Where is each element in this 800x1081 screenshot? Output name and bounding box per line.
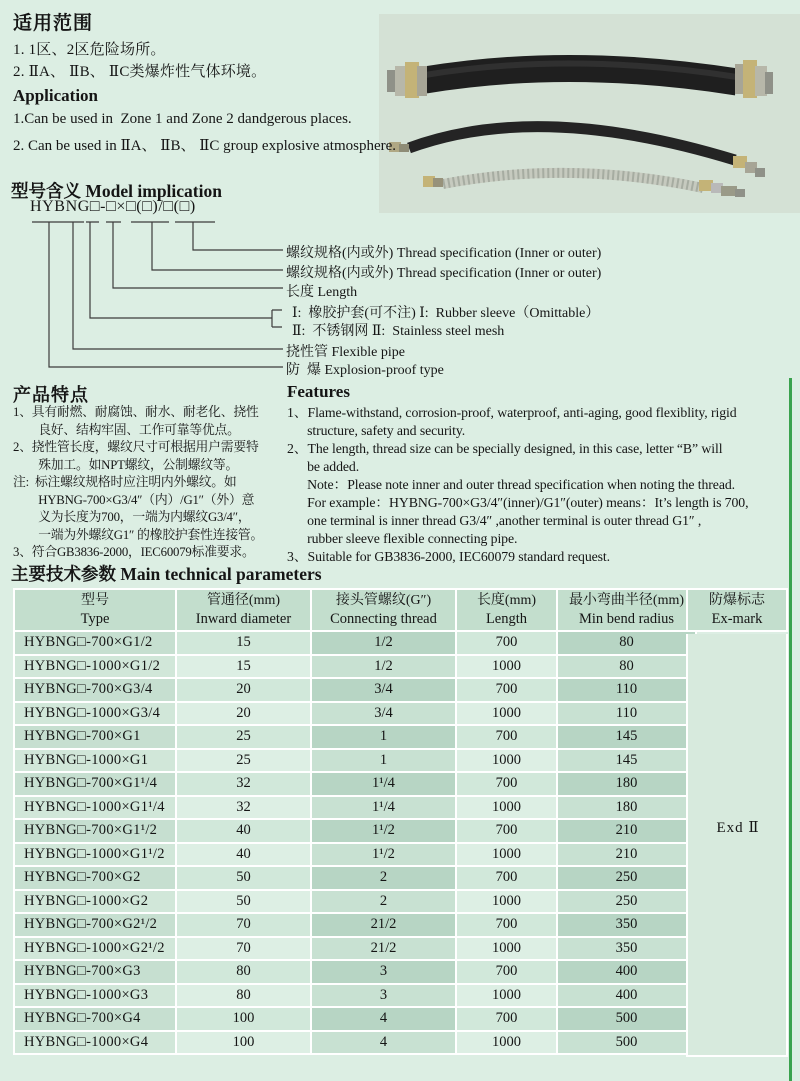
hose-fitting [433, 178, 443, 187]
cell-thread: 4 [312, 1032, 455, 1054]
cell-length: 700 [457, 632, 556, 654]
column-header [558, 590, 695, 630]
column-header-en: Connecting thread [330, 611, 437, 627]
cell-bend-radius: 80 [558, 656, 695, 678]
cell-model: HYBNG□-1000×G1/2 [15, 656, 175, 678]
model-label-thread-spec-1: 螺纹规格(内或外) Thread specification (Inner or outer) [286, 246, 602, 261]
table-row [15, 773, 695, 795]
feature-line-en: one terminal is inner thread G3/4″ ,another terminal is outer thread G1″ , [287, 513, 702, 528]
cell-length: 700 [457, 726, 556, 748]
cell-length: 1000 [457, 844, 556, 866]
cell-bend-radius: 145 [558, 750, 695, 772]
exmark-value: Exd Ⅱ [716, 820, 760, 836]
cell-bend-radius: 110 [558, 679, 695, 701]
cell-length: 700 [457, 961, 556, 983]
features-heading-en: Features [287, 382, 350, 401]
hose-fitting [755, 168, 765, 177]
cell-model: HYBNG□-700×G3 [15, 961, 175, 983]
table-row [15, 891, 695, 913]
table-row [15, 938, 695, 960]
model-label-steel-mesh: Ⅱ: 不锈钢网 Ⅱ: Stainless steel mesh [292, 324, 505, 339]
cell-model: HYBNG□-1000×G1¹/2 [15, 844, 175, 866]
cell-thread: 4 [312, 1008, 455, 1030]
cell-bend-radius: 400 [558, 961, 695, 983]
table-row [15, 1032, 695, 1054]
feature-line-zh: 良好、结构牢固、工作可靠等优点。 [13, 422, 240, 437]
cell-model: HYBNG□-1000×G2 [15, 891, 175, 913]
cell-diameter: 70 [177, 914, 310, 936]
cell-bend-radius: 250 [558, 867, 695, 889]
cell-diameter: 15 [177, 632, 310, 654]
cell-thread: 21/2 [312, 914, 455, 936]
feature-line-zh: 义为长度为700，一端为内螺纹G3/4″， [13, 510, 251, 524]
cell-diameter: 40 [177, 844, 310, 866]
exmark-column-body [686, 634, 788, 1057]
feature-line-en: Note：Please note inner and outer thread specification when noting the thread. [287, 477, 736, 492]
model-label-rubber-sleeve: Ⅰ: 橡胶护套(可不注) Ⅰ: Rubber sleeve（Omittable） [292, 306, 600, 321]
scope-item-zh: 1. 1区、2区危险场所。 [13, 42, 166, 58]
scope-item-en: 1.Can be used in Zone 1 and Zone 2 dandgerous places. [13, 111, 352, 127]
cell-model: HYBNG□-700×G1 [15, 726, 175, 748]
cell-thread: 1¹/2 [312, 844, 455, 866]
column-header-zh: 长度(mm) [476, 593, 537, 608]
table-row [15, 703, 695, 725]
cell-diameter: 80 [177, 961, 310, 983]
column-header-zh: 型号 [81, 593, 109, 608]
column-header [312, 590, 455, 630]
feature-line-zh: 注: 标注螺纹规格时应注明内外螺纹。如 [13, 475, 237, 489]
cell-thread: 1/2 [312, 656, 455, 678]
cell-diameter: 25 [177, 750, 310, 772]
hose-fitting [417, 66, 427, 96]
cell-bend-radius: 210 [558, 844, 695, 866]
feature-line-zh: 3、符合GB3836-2000，IEC60079标准要求。 [13, 545, 255, 559]
cell-bend-radius: 350 [558, 914, 695, 936]
model-label-flexible-pipe: 挠性管 Flexible pipe [286, 345, 405, 360]
cell-model: HYBNG□-1000×G4 [15, 1032, 175, 1054]
cell-model: HYBNG□-700×G1/2 [15, 632, 175, 654]
cell-thread: 1¹/2 [312, 820, 455, 842]
cell-thread: 21/2 [312, 938, 455, 960]
scope-heading-zh: 适用范围 [13, 13, 94, 34]
braided-steel-hose-image [423, 173, 745, 197]
cell-diameter: 32 [177, 797, 310, 819]
scope-item-en: 2. Can be used in ⅡA、 ⅡB、 ⅡC group explosive atmosphere. [13, 138, 397, 154]
cell-length: 1000 [457, 750, 556, 772]
cell-diameter: 70 [177, 938, 310, 960]
table-row [15, 1008, 695, 1030]
model-formula: HYBNG□-□×□(□)/□(□) [30, 198, 196, 215]
column-header [177, 590, 310, 630]
cell-thread: 3/4 [312, 679, 455, 701]
exmark-header-en: Ex-mark [711, 611, 763, 627]
hose-fitting [743, 60, 757, 98]
cell-bend-radius: 250 [558, 891, 695, 913]
column-header-en: Min bend radius [578, 611, 675, 627]
hose-photo-illustration [379, 14, 800, 213]
cell-length: 700 [457, 679, 556, 701]
feature-line-en: 3、Suitable for GB3836-2000, IEC60079 standard request. [287, 549, 610, 564]
cell-model: HYBNG□-1000×G3/4 [15, 703, 175, 725]
column-header-zh: 管通径(mm) [206, 593, 281, 608]
cell-model: HYBNG□-1000×G1 [15, 750, 175, 772]
cell-length: 700 [457, 914, 556, 936]
cell-length: 700 [457, 820, 556, 842]
cell-length: 700 [457, 1008, 556, 1030]
cell-bend-radius: 145 [558, 726, 695, 748]
cell-model: HYBNG□-700×G1¹/4 [15, 773, 175, 795]
table-row [15, 914, 695, 936]
feature-line-zh: 一端为外螺纹G1″ 的橡胶护套性连接管。 [13, 527, 264, 542]
model-label-length: 长度 Length [286, 285, 358, 300]
cell-model: HYBNG□-700×G2 [15, 867, 175, 889]
column-header-en: Length [485, 611, 528, 627]
cell-bend-radius: 110 [558, 703, 695, 725]
cell-length: 1000 [457, 656, 556, 678]
column-header-zh: 最小弯曲半径(mm) [568, 593, 685, 608]
cell-model: HYBNG□-1000×G1¹/4 [15, 797, 175, 819]
table-row [15, 820, 695, 842]
cell-bend-radius: 180 [558, 797, 695, 819]
cell-length: 1000 [457, 797, 556, 819]
features-en-text [287, 404, 797, 566]
cell-length: 1000 [457, 1032, 556, 1054]
feature-line-zh: 殊加工。如NPT螺纹，公制螺纹等。 [13, 457, 239, 472]
model-label-explosion-proof: 防 爆 Explosion-proof type [286, 363, 444, 378]
parameters-table [13, 588, 697, 1055]
features-heading-zh: 产品特点 [13, 385, 89, 405]
table-row [15, 679, 695, 701]
cell-diameter: 100 [177, 1008, 310, 1030]
hose-fitting [699, 180, 713, 191]
column-header [15, 590, 175, 630]
cell-length: 700 [457, 867, 556, 889]
cell-bend-radius: 350 [558, 938, 695, 960]
column-header [457, 590, 556, 630]
cell-bend-radius: 400 [558, 985, 695, 1007]
cell-length: 1000 [457, 985, 556, 1007]
cell-bend-radius: 500 [558, 1008, 695, 1030]
cell-diameter: 20 [177, 703, 310, 725]
table-row [15, 961, 695, 983]
cell-bend-radius: 210 [558, 820, 695, 842]
cell-model: HYBNG□-700×G1¹/2 [15, 820, 175, 842]
cell-thread: 1¹/4 [312, 797, 455, 819]
hose-fitting [733, 156, 747, 168]
table-row [15, 750, 695, 772]
model-label-thread-spec-2: 螺纹规格(内或外) Thread specification (Inner or outer) [286, 266, 602, 281]
feature-line-en: 1、Flame-withstand, corrosion-proof, waterproof, anti-aging, good flexiblity, rigid [287, 405, 737, 420]
cell-diameter: 32 [177, 773, 310, 795]
exmark-header-zh: 防爆标志 [709, 593, 765, 608]
cell-diameter: 40 [177, 820, 310, 842]
cell-length: 1000 [457, 703, 556, 725]
cell-length: 1000 [457, 891, 556, 913]
model-heading: 型号含义 Model implication [11, 181, 222, 201]
cell-length: 1000 [457, 938, 556, 960]
cell-bend-radius: 500 [558, 1032, 695, 1054]
page-edge-line [789, 378, 792, 1081]
table-row [15, 844, 695, 866]
cell-thread: 1 [312, 750, 455, 772]
table-row [15, 985, 695, 1007]
cell-diameter: 80 [177, 985, 310, 1007]
cell-length: 700 [457, 773, 556, 795]
features-zh-text [13, 404, 285, 562]
cell-diameter: 20 [177, 679, 310, 701]
cell-model: HYBNG□-1000×G3 [15, 985, 175, 1007]
hose-fitting [405, 62, 419, 98]
hose-fitting [399, 144, 409, 152]
column-header-en: Inward diameter [195, 611, 292, 627]
cell-thread: 3 [312, 961, 455, 983]
hose-fitting [765, 72, 773, 94]
cell-diameter: 50 [177, 891, 310, 913]
table-header-row [15, 590, 695, 630]
table-row [15, 656, 695, 678]
cell-thread: 2 [312, 891, 455, 913]
feature-line-en: For example：HYBNG-700×G3/4″(inner)/G1″(outer) means：It’s length is 700, [287, 495, 749, 510]
cell-thread: 3/4 [312, 703, 455, 725]
feature-line-zh: 2、挠性管长度，螺纹尺寸可根据用户需要特 [13, 440, 259, 454]
feature-line-en: structure, safety and security. [287, 423, 466, 438]
product-photo [379, 14, 800, 213]
cell-model: HYBNG□-700×G4 [15, 1008, 175, 1030]
scope-heading-en: Application [13, 86, 99, 105]
feature-line-en: 2、The length, thread size can be specially designed, in this case, letter “B” will [287, 441, 723, 456]
cell-thread: 1¹/4 [312, 773, 455, 795]
cell-thread: 1/2 [312, 632, 455, 654]
feature-line-zh: 1、具有耐燃、耐腐蚀、耐水、耐老化、挠性 [13, 405, 259, 419]
cell-model: HYBNG□-700×G2¹/2 [15, 914, 175, 936]
parameters-heading: 主要技术参数 Main technical parameters [11, 564, 322, 584]
cell-diameter: 15 [177, 656, 310, 678]
column-header-en: Type [80, 611, 110, 627]
column-header-zh: 接头管螺纹(G″) [335, 593, 432, 608]
feature-line-en: be added. [287, 459, 360, 474]
cell-diameter: 100 [177, 1032, 310, 1054]
cell-bend-radius: 180 [558, 773, 695, 795]
feature-line-en: rubber sleeve flexible connecting pipe. [287, 531, 518, 546]
table-row [15, 726, 695, 748]
cell-diameter: 50 [177, 867, 310, 889]
exmark-column-header [686, 588, 788, 632]
cell-bend-radius: 80 [558, 632, 695, 654]
cell-thread: 2 [312, 867, 455, 889]
table-row [15, 797, 695, 819]
scope-item-zh: 2. ⅡA、 ⅡB、 ⅡC类爆炸性气体环境。 [13, 64, 267, 80]
cell-model: HYBNG□-700×G3/4 [15, 679, 175, 701]
thick-rubber-hose-image [387, 60, 773, 98]
feature-line-zh: HYBNG-700×G3/4″（内）/G1″（外）意 [13, 492, 255, 507]
table-row [15, 632, 695, 654]
cell-thread: 1 [312, 726, 455, 748]
table-row [15, 867, 695, 889]
cell-model: HYBNG□-1000×G2¹/2 [15, 938, 175, 960]
cell-diameter: 25 [177, 726, 310, 748]
cell-thread: 3 [312, 985, 455, 1007]
